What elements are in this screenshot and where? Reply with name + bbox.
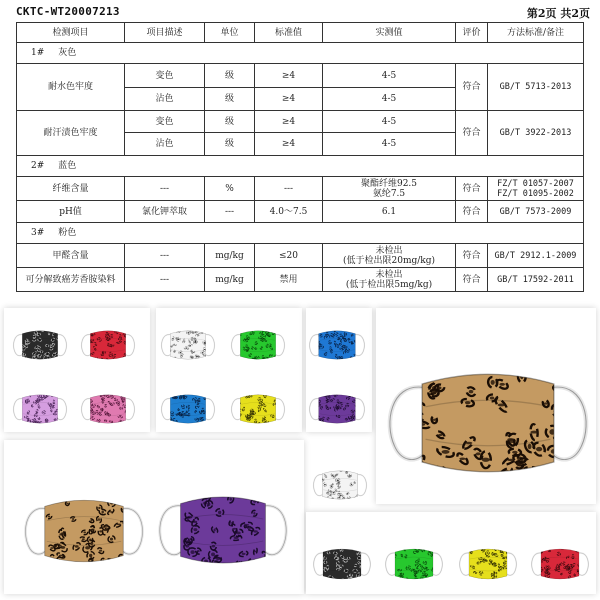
verdict-cell: 符合 [456, 64, 488, 111]
test-item: 纤维含量 [17, 177, 125, 201]
section-number: 1# [31, 48, 45, 58]
section-row [17, 43, 584, 64]
test-description: 氯化钾萃取 [125, 201, 205, 223]
unit-cell: 级 [205, 88, 255, 111]
unit-cell: % [205, 177, 255, 201]
measured-value-line: 聚酯纤维92.5 [360, 178, 418, 189]
page-indicator: 第2页 共2页 [526, 7, 590, 20]
column-header: 标准值 [255, 23, 323, 43]
section-title [17, 223, 584, 244]
standard-value: ≤20 [255, 244, 323, 268]
test-item: pH值 [17, 201, 125, 223]
test-description: --- [125, 177, 205, 201]
section-row [17, 223, 584, 244]
standard-value: --- [255, 177, 323, 201]
verdict-cell: 符合 [456, 244, 488, 268]
method-standard: GB/T 17592-2011 [488, 268, 584, 292]
unit-cell: mg/kg [205, 268, 255, 292]
method-standard: GB/T 3922-2013 [488, 111, 584, 156]
test-description: 沾色 [125, 88, 205, 111]
standard-value: ≥4 [255, 88, 323, 111]
column-header: 项目描述 [125, 23, 205, 43]
section-number: 3# [31, 228, 45, 238]
test-description: --- [125, 268, 205, 292]
column-header: 单位 [205, 23, 255, 43]
table-row [17, 177, 584, 201]
method-standard: GB/T 5713-2013 [488, 64, 584, 111]
mask-yellow-leopard [230, 390, 286, 428]
measured-value [323, 268, 456, 292]
measured-value-line: 未检出 [375, 269, 403, 280]
section-color: 粉色 [58, 228, 77, 238]
measured-value-line: (低于检出限20mg/kg) [342, 255, 436, 266]
column-header: 评价 [456, 23, 488, 43]
measured-value-line: 未检出 [375, 245, 403, 256]
test-item: 可分解致癌芳香胺染料 [17, 268, 125, 292]
measured-value: 4-5 [323, 88, 456, 111]
mask-black-leopard [12, 326, 68, 364]
standard-value: ≥4 [255, 111, 323, 133]
table-row [17, 201, 584, 223]
method-standard-line: FZ/T 01057-2007 [497, 178, 574, 189]
standard-value: 4.0～7.5 [255, 201, 323, 223]
mask-white-leopard [160, 326, 216, 364]
section-title [17, 156, 584, 177]
measured-value-line: (低于检出限5mg/kg) [345, 279, 433, 290]
mask-red-small [530, 544, 590, 584]
unit-cell: 级 [205, 111, 255, 133]
test-results-table [16, 22, 584, 292]
mask-azure-leopard [160, 390, 216, 428]
table-row [17, 64, 584, 88]
verdict-cell: 符合 [456, 111, 488, 156]
measured-value: 6.1 [323, 201, 456, 223]
mask-black-small [312, 544, 372, 584]
measured-value [323, 244, 456, 268]
unit-cell: 级 [205, 133, 255, 156]
table-row [17, 268, 584, 292]
mask-pink-leopard [80, 390, 136, 428]
unit-cell: mg/kg [205, 244, 255, 268]
mask-product-gallery [0, 300, 600, 600]
mask-red-leopard [80, 326, 136, 364]
measured-value: 4-5 [323, 111, 456, 133]
measured-value: 4-5 [323, 64, 456, 88]
test-description: 变色 [125, 111, 205, 133]
mask-yellow-small [458, 544, 518, 584]
unit-cell: 级 [205, 64, 255, 88]
method-standard [488, 177, 584, 201]
measured-value-line: 氨纶7.5 [372, 188, 406, 199]
section-color: 灰色 [58, 48, 77, 58]
section-number: 2# [31, 161, 45, 171]
table-row [17, 111, 584, 133]
section-title [17, 43, 584, 64]
test-description: --- [125, 244, 205, 268]
column-header: 实测值 [323, 23, 456, 43]
measured-value: 4-5 [323, 133, 456, 156]
report-header [16, 2, 590, 20]
test-item: 耐汗渍色牢度 [17, 111, 125, 156]
mask-leopard-medium [22, 490, 146, 572]
mask-purple-leopard [308, 390, 366, 428]
test-item: 耐水色牢度 [17, 64, 125, 111]
section-color: 蓝色 [58, 161, 77, 171]
method-standard: GB/T 2912.1-2009 [488, 244, 584, 268]
mask-leopard-large [384, 358, 592, 488]
mask-green-small [384, 544, 444, 584]
measured-value [323, 177, 456, 201]
mask-green-leopard [230, 326, 286, 364]
mask-white-small [312, 466, 368, 504]
test-description: 变色 [125, 64, 205, 88]
mask-lilac-leopard [12, 390, 68, 428]
verdict-cell: 符合 [456, 201, 488, 223]
unit-cell: --- [205, 201, 255, 223]
table-header-row [17, 23, 584, 43]
standard-value: ≥4 [255, 133, 323, 156]
method-standard: GB/T 7573-2009 [488, 201, 584, 223]
mask-blue-leopard [308, 326, 366, 364]
verdict-cell: 符合 [456, 268, 488, 292]
table-row [17, 244, 584, 268]
section-row [17, 156, 584, 177]
mask-purple-medium [156, 486, 290, 574]
verdict-cell: 符合 [456, 177, 488, 201]
column-header: 方法标准/备注 [488, 23, 584, 43]
standard-value: 禁用 [255, 268, 323, 292]
test-item: 甲醛含量 [17, 244, 125, 268]
test-description: 沾色 [125, 133, 205, 156]
method-standard-line: FZ/T 01095-2002 [497, 188, 574, 199]
report-number: CKTC-WT20007213 [16, 5, 120, 18]
column-header: 检测项目 [17, 23, 125, 43]
standard-value: ≥4 [255, 64, 323, 88]
